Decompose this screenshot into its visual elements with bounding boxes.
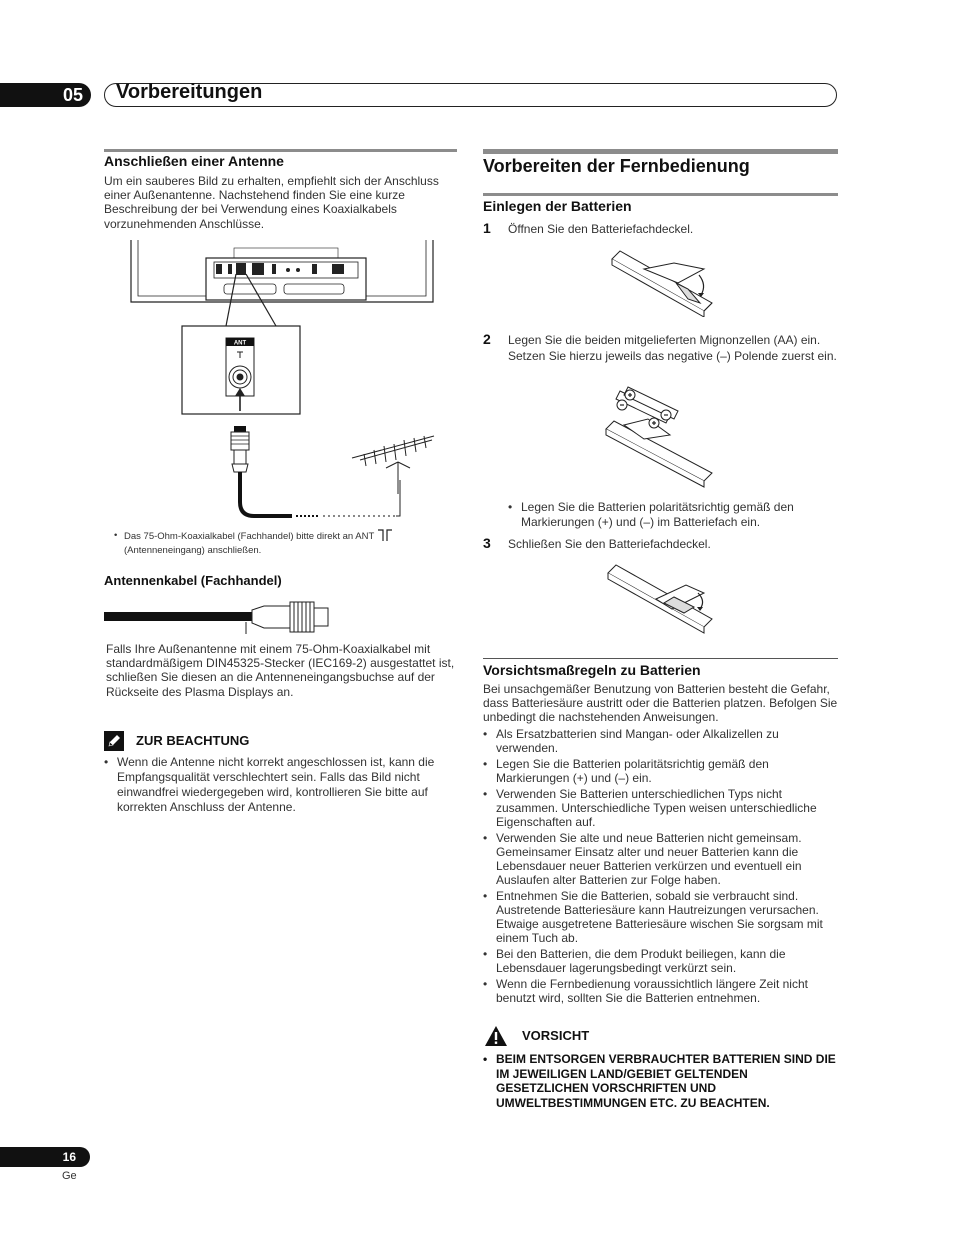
- chapter-number-badge: [0, 83, 91, 107]
- cable-heading: Antennenkabel (Fachhandel): [104, 573, 282, 588]
- step2-bullet: • Legen Sie die Batterien polaritätsrichtig gemäß den Markierungen (+) und (–) im Batteriefach ein.: [508, 500, 838, 530]
- page-number: 16: [62, 1150, 76, 1164]
- section-rule: [104, 149, 457, 152]
- caution-item: • BEIM ENTSORGEN VERBRAUCHTER BATTERIEN SIND DIE IM JEWEILIGEN LAND/GEBIET GELTENDEN GESETZLICHEN VORSCHRIFTEN UND UMWELTBESTIMMUNGEN ETC. ZU BEACHTEN.: [483, 1052, 838, 1110]
- antenna-heading: Anschließen einer Antenne: [104, 153, 284, 169]
- diagram-note-line1: Das 75-Ohm-Koaxialkabel (Fachhandel) bitte direkt an ANT: [124, 531, 375, 542]
- precaution-item: • Verwenden Sie Batterien unterschiedlichen Typs nicht zusammen. Unterschiedliche Typen weisen unterschiedliche Eigenschaften auf.: [483, 787, 838, 829]
- precaution-list: [483, 727, 838, 1007]
- page-number-badge: [0, 1147, 90, 1167]
- remote-open-cover-illustration: [604, 245, 714, 317]
- precaution-item: • Wenn die Fernbedienung voraussichtlich längere Zeit nicht benutzt wird, sollten Sie die Batterien entnehmen.: [483, 977, 838, 1005]
- language-code: Ge: [62, 1170, 77, 1182]
- note-heading: ZUR BEACHTUNG: [136, 733, 250, 748]
- warning-triangle-icon: [484, 1025, 508, 1047]
- note-item: • Wenn die Antenne nicht korrekt angeschlossen ist, kann die Empfangsqualität verschlechtert sein. Falls das Bild nicht einwandfrei wiedergegeben wird, kontrollieren Sie bitte auf korrekten Anschluss der Antenne.: [104, 755, 457, 815]
- precaution-item: • Legen Sie die Batterien polaritätsrichtig gemäß den Markierungen (+) und (–) ein.: [483, 757, 838, 785]
- note-list: [104, 755, 457, 817]
- precaution-rule: [483, 658, 838, 659]
- precaution-item: • Bei den Batterien, die dem Produkt beiliegen, kann die Lebensdauer lagerungsbedingt verkürzt sein.: [483, 947, 838, 975]
- precaution-item: • Entnehmen Sie die Batterien, sobald sie verbraucht sind. Austretende Batteriesäure kann Hautreizungen verursachen. Etwaige ausgetretene Batteriesäure wischen Sie sorgsam mit einem Tuch ab.: [483, 889, 838, 945]
- step-number: 3: [483, 535, 491, 551]
- precaution-item: • Verwenden Sie alte und neue Batterien nicht gemeinsam. Gemeinsamer Einsatz alter und neuer Batterien kann die Lebensdauer neuer Batterien verkürzen und eventuell ein Auslaufen alter Batterien zur Folge haben.: [483, 831, 838, 887]
- display-rear-panel: [131, 240, 433, 302]
- note-pencil-icon: [104, 731, 124, 751]
- insert-batteries-illustration: [604, 385, 714, 495]
- step-text: Schließen Sie den Batteriefachdeckel.: [508, 537, 711, 551]
- outdoor-antenna: [352, 436, 434, 494]
- step-number: 1: [483, 220, 491, 236]
- precaution-heading: Vorsichtsmaßregeln zu Batterien: [483, 662, 701, 678]
- step2-bullet-list: [508, 500, 838, 532]
- diagram-note-bullet: •: [114, 530, 118, 541]
- caution-list: [483, 1052, 838, 1110]
- step-text: Öffnen Sie den Batteriefachdeckel.: [508, 222, 694, 236]
- coax-cable-illustration: [104, 598, 334, 638]
- precaution-intro: Bei unsachgemäßer Benutzung von Batterien besteht die Gefahr, dass Batteriesäure austritt oder die Batterien platzen. Befolgen Sie unbedingt die nachstehenden Anweisungen.: [483, 682, 838, 724]
- subsection-rule: [483, 193, 838, 196]
- remote-heading: Vorbereiten der Fernbedienung: [483, 156, 750, 176]
- antenna-connection-diagram: [128, 240, 448, 525]
- caution-heading: VORSICHT: [522, 1028, 590, 1043]
- step-text: Legen Sie die beiden mitgelieferten Mignonzellen (AA) ein. Setzen Sie hierzu jeweils das negative (–) Polende zuerst ein.: [508, 333, 837, 363]
- precaution-item: • Als Ersatzbatterien sind Mangan- oder Alkalizellen zu verwenden.: [483, 727, 838, 755]
- diagram-note: [124, 529, 424, 558]
- cable-text: Falls Ihre Außenantenne mit einem 75-Ohm-Koaxialkabel mit standardmäßigem DIN45325-Stecker (IEC169-2) ausgestattet ist, schließen Sie diesen an die Antenneneingangsbuchse auf der Rückseite des Plasma Displays an.: [106, 642, 455, 699]
- ant-port-label: ANT: [233, 340, 247, 347]
- antenna-symbol-icon: [377, 529, 393, 541]
- step-number: 2: [483, 331, 491, 347]
- diagram-note-line2: (Antenneneingang) anschließen.: [124, 545, 262, 556]
- chapter-title: Vorbereitungen: [116, 81, 263, 103]
- section-rule-main: [483, 149, 838, 154]
- coax-plug: [231, 426, 249, 472]
- remote-close-cover-illustration: [604, 563, 714, 638]
- battery-heading: Einlegen der Batterien: [483, 198, 632, 214]
- chapter-number: 05: [62, 85, 83, 105]
- antenna-intro: Um ein sauberes Bild zu erhalten, empfiehlt sich der Anschluss einer Außenantenne. Nachstehend finden Sie eine kurze Beschreibung der bei Verwendung eines Koaxialkabels vorzunehmenden Anschlüsse.: [104, 174, 439, 231]
